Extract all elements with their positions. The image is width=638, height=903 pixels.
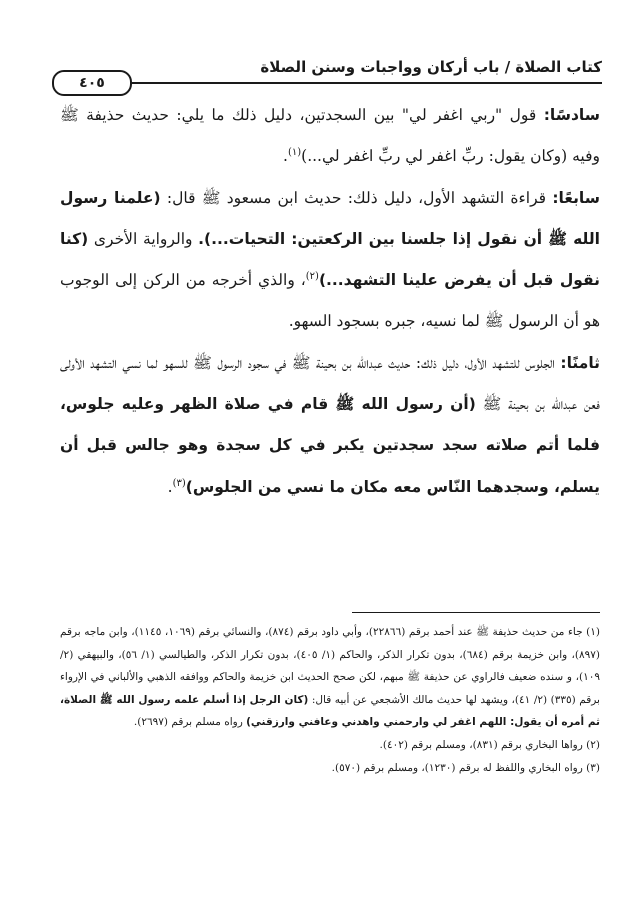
- footnote-3: (٣) رواه البخاري واللفظ له برقم (١٢٣٠)، ومسلم برقم (٥٧٠).: [331, 761, 600, 774]
- punctuation: .: [283, 147, 288, 166]
- paragraph-seventh: [60, 178, 600, 343]
- header-rule: [132, 82, 602, 84]
- hadith-quote: (كنا نقول قبل أن يفرض علينا التشهد...): [60, 229, 600, 290]
- punctuation: .: [167, 477, 173, 496]
- chapter-title: كتاب الصلاة / باب أركان وواجبات وسنن الصلاة: [260, 58, 602, 76]
- paragraph-text: ، والذي أخرجه من الركن إلى الوجوب هو أن الرسول ﷺ لما نسيه، جبره بسجود السهو.: [60, 271, 600, 331]
- footnote-ref-2[interactable]: (٢): [305, 271, 319, 283]
- paragraph-lead: ثامنًا:: [560, 353, 600, 372]
- hadith-quote: (كان الرجل إذا أسلم علمه رسول الله ﷺ الصلاة، ثم أمره أن يقول: اللهم اغفر لي وارحمني واهدني وعافني وارزقني): [60, 693, 600, 729]
- paragraph-sixth: [60, 95, 600, 178]
- paragraph-lead: سابعًا:: [552, 188, 600, 207]
- paragraph-lead: سادسًا:: [543, 106, 600, 124]
- main-text: [60, 95, 600, 508]
- footnote-ref-1[interactable]: (١): [287, 147, 302, 159]
- paragraph-text: الجلوس للتشهد الأول، دليل ذلك: حديث عبدالله بن بحينة ﷺ في سجود الرسول ﷺ للسهو لما نسي التشهد الأولى فعن عبدالله بن بحينة ﷺ: [60, 353, 600, 414]
- footnote-divider: [352, 612, 600, 613]
- footnote-ref-3[interactable]: (٣): [172, 477, 186, 489]
- footnote-2: (٢) رواها البخاري برقم (٨٣١)، ومسلم برقم (٤٠٢).: [379, 738, 600, 751]
- footnotes: [60, 621, 600, 779]
- hadith-quote: (علمنا رسول الله ﷺ أن نقول إذا جلسنا بين الركعتين: التحيات...).: [60, 188, 600, 248]
- footnote-text: رواه مسلم برقم (٢٦٩٧).: [133, 716, 247, 729]
- running-header: [52, 58, 602, 91]
- footnote-text: (١) جاء من حديث حذيفة ﷺ عند أحمد برقم (٢٢٨٦٦)، وأبي داود برقم (٨٧٤)، والنسائي برقم (١٠٦٩، ١١٤٥)، وابن ماجه برقم (٨٩٧)، وابن خزيمة برقم (٦٨٤)، بدون تكرار الذكر، والحاكم (١/ ٤٠٥)، بدون تكرار الذكر، والطيالسي (١/ ٥٦)، والبيهقي (٢/ ١٠٩)، و سنده ضعيف فالراوي عن حذيفة ﷺ مبهم، لكن صحح الحديث ابن خزيمة والحاكم ووافقه الذهبي والألباني في الإرواء برقم (٣٣٥) (٢/ ٤١)، ويشهد لها حديث مالك الأشجعي عن أبيه قال:: [60, 626, 601, 706]
- paragraph-text: قول "ربي اغفر لي" بين السجدتين، دليل ذلك ما يلي: حديث حذيفة ﷺ وفيه (وكان يقول: ربِّ اغفر لي ربِّ اغفر لي...): [60, 106, 600, 166]
- footnote-1: [60, 621, 600, 734]
- paragraph-text: والرواية الأخرى: [88, 229, 199, 248]
- page-number: ٤٠٥: [52, 70, 132, 96]
- hadith-quote: (أن رسول الله ﷺ قام في صلاة الظهر وعليه جلوس، فلما أتم صلاته سجد سجدتين يكبر في كل سجدة وهو جالس قبل أن يسلم، وسجدهما النّاس معه مكان ما نسي من الجلوس): [60, 395, 600, 496]
- paragraph-eighth: [60, 343, 600, 508]
- paragraph-text: قراءة التشهد الأول، دليل ذلك: حديث ابن مسعود ﷺ قال:: [160, 188, 553, 207]
